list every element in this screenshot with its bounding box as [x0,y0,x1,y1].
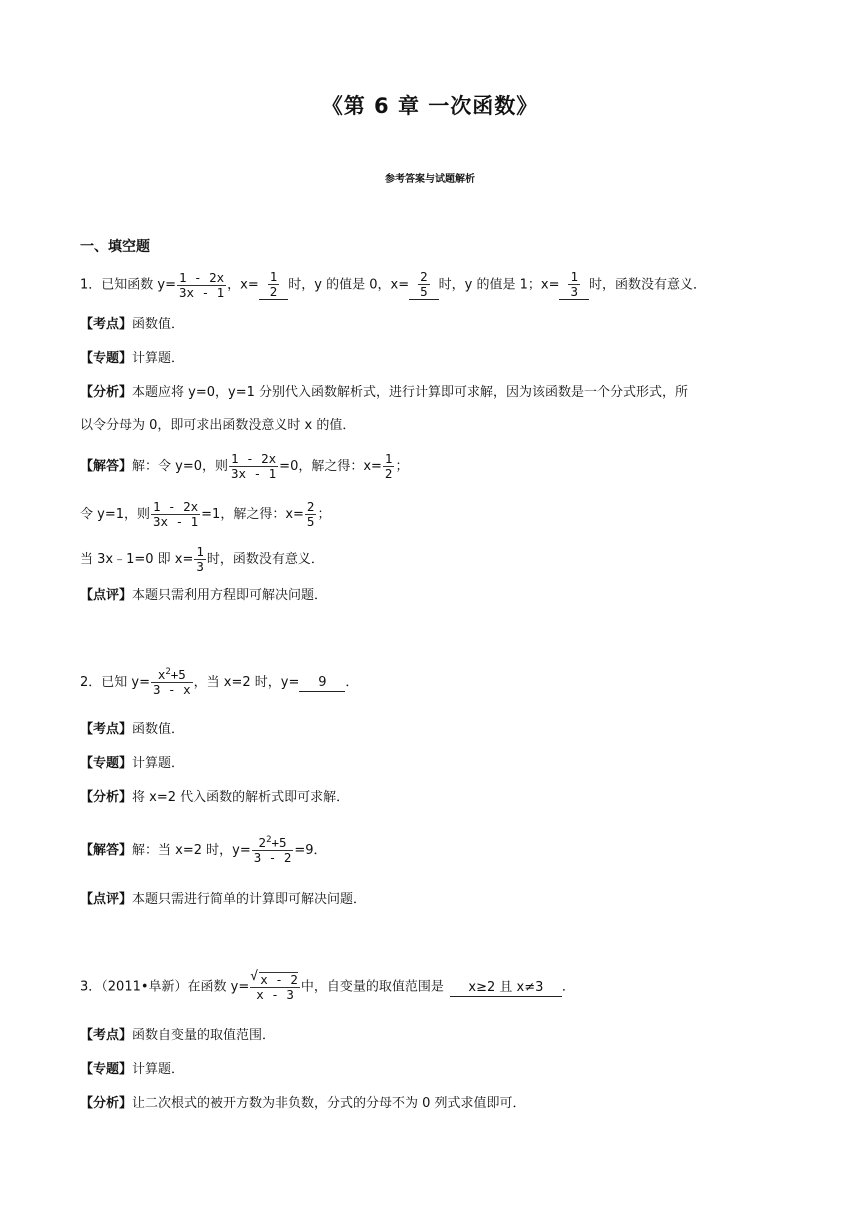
q2-answer-blank: 9 [299,675,345,692]
q1-answer-blank-1: $\frac{1}{2}$ [259,270,289,300]
q3-function-fraction: √ $\frac{x - 2}{x - 3}$ [250,972,300,1002]
q2-jieda: 【解答】解：当 x=2 时，y= $\frac{2^2+5}{3 - 2}$ =9． [80,835,327,865]
q1-answer-blank-2: $\frac{2}{5}$ [409,270,439,300]
q3-stem: 3．（2011•阜新）在函数 y= √ $\frac{x - 2}{x - 3}$ 中，自变量的取值范围是 x≥2 且 x≠3 ． [80,972,575,1002]
q1-function-fraction: $\frac{1 - 2x}{3x - 1}$ [179,269,225,300]
sqrt-symbol: √ x - 2 [259,972,298,987]
section-heading: 一、填空题 [80,239,150,255]
q2-dianping: 【点评】本题只需进行简单的计算即可解决问题． [80,892,367,907]
q1-stem: 1．已知函数 y= $\frac{1 - 2x}{3x - 1}$ ，x= $\frac{1}{2}$ 时，y 的值是 0，x= $\frac{2}{5}$ 时，y 的值是 1；x= $\frac{1}{3}$ 时，函数没有意义． [80,269,707,300]
q3-answer-blank: x≥2 且 x≠3 [450,980,562,997]
q1-jieda-result-3: $\frac{1}{3}$ [196,544,204,574]
q2-zhuanti: 【专题】计算题． [80,756,185,771]
q1-fenxi: 【分析】本题应将 y=0，y=1 分别代入函数解析式，进行计算即可求解，因为该函数是一个分式形式，所 [80,385,688,400]
q2-fenxi: 【分析】将 x=2 代入函数的解析式即可求解． [80,790,350,805]
q1-jieda-3: 当 3x﹣1=0 即 x= $\frac{1}{3}$ 时，函数没有意义． [80,544,324,574]
q1-dianping: 【点评】本题只需利用方程即可解决问题． [80,588,328,603]
page-title: 《第 6 章 一次函数》 [321,94,539,118]
q1-fenxi-cont: 以令分母为 0，即可求出函数没意义时 x 的值． [80,418,356,433]
q1-jieda-result-2: $\frac{2}{5}$ [306,499,315,529]
q1-answer-blank-3: $\frac{1}{3}$ [559,270,589,300]
q1-jieda-result-1: $\frac{1}{2}$ [384,451,393,481]
q2-kaodian: 【考点】函数值． [80,722,185,737]
q1-jieda-2: 令 y=1，则 $\frac{1 - 2x}{3x - 1}$ =1，解之得：x= $\frac{2}{5}$ ； [80,499,331,529]
q1-jieda-1: 【解答】解：令 y=0，则 $\frac{1 - 2x}{3x - 1}$ =0，解之得：x= $\frac{1}{2}$ ； [80,451,409,481]
q3-fenxi: 【分析】让二次根式的被开方数为非负数，分式的分母不为 0 列式求值即可． [80,1096,526,1111]
q2-function-fraction: $\frac{x^2+5}{3 - x}$ [153,667,191,697]
q3-zhuanti: 【专题】计算题． [80,1062,185,1077]
q1-jieda-fraction-1: $\frac{1 - 2x}{3x - 1}$ [231,451,277,481]
q1-zhuanti: 【专题】计算题． [80,351,185,366]
q3-kaodian: 【考点】函数自变量的取值范围． [80,1028,276,1043]
q1-jieda-fraction-2: $\frac{1 - 2x}{3x - 1}$ [153,499,199,529]
page-subtitle: 参考答案与试题解析 [385,174,475,185]
q2-stem: 2．已知 y= $\frac{x^2+5}{3 - x}$ ，当 x=2 时，y= 9 ． [80,667,359,697]
q2-jieda-fraction: $\frac{2^2+5}{3 - 2}$ [253,835,292,865]
q1-kaodian: 【考点】函数值． [80,317,185,332]
